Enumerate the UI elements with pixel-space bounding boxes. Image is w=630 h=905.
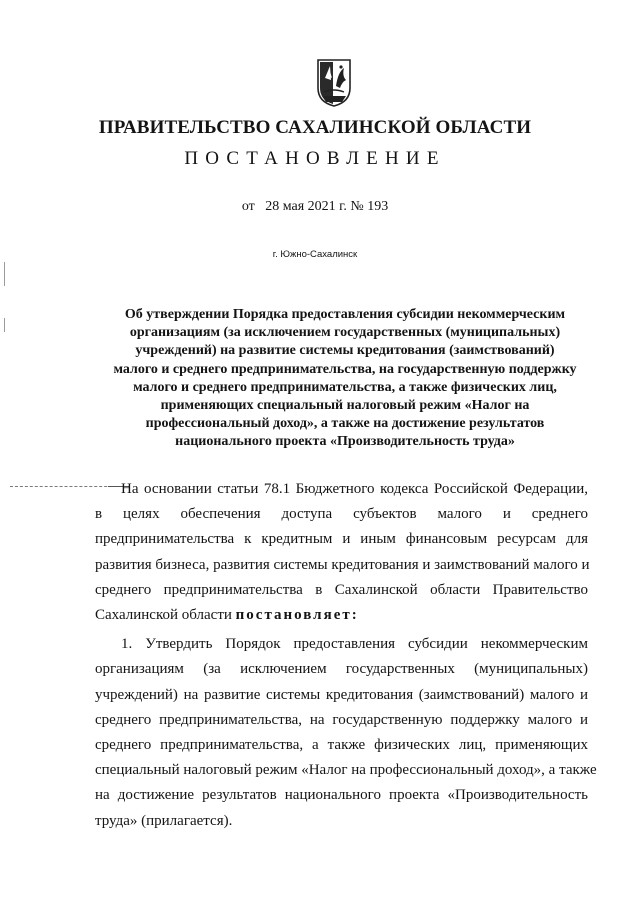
preamble-line: развития бизнеса, развития системы кредитования и заимствований малого и [95, 556, 590, 573]
preamble-line: среднего предпринимательства в Сахалинской области Правительство [95, 581, 588, 598]
preamble-line: Сахалинской области [95, 607, 232, 624]
subject-line: Об утверждении Порядка предоставления субсидии некоммерческим [124, 307, 566, 322]
scan-artifact [4, 262, 5, 286]
point1-line: 1. Утвердить Порядок предоставления субсидии некоммерческим [121, 636, 588, 653]
point1-line: учреждений) на развитие системы кредитования (заимствований) малого и [95, 686, 588, 703]
preamble-line: На основании статьи 78.1 Бюджетного кодекса Российской Федерации, [121, 481, 588, 497]
point1-line: труда» (прилагается). [95, 812, 233, 829]
preamble-last-line [95, 603, 588, 628]
date-prefix: от [241, 199, 255, 214]
decree-word: постановляет: [235, 607, 359, 624]
document-body [95, 477, 597, 834]
subject-line: малого и среднего предпринимательства, а также физических лиц, [133, 379, 557, 395]
date-line [0, 199, 630, 215]
subject-line: учреждений) на развитие системы кредитования (заимствований) [135, 343, 555, 359]
government-title: ПРАВИТЕЛЬСТВО САХАЛИНСКОЙ ОБЛАСТИ [98, 117, 532, 138]
subject-line: применяющих специальный налоговый режим «Налог на [160, 398, 530, 414]
preamble-line: предпринимательства к кредитным и иным финансовым ресурсам для [95, 531, 588, 548]
point1-line: среднего предпринимательства, на государственную поддержку малого и [95, 711, 588, 728]
subject-line: организациям (за исключением государственных (муниципальных) [129, 325, 561, 341]
document-type: ПОСТАНОВЛЕНИЕ [184, 148, 446, 169]
document-subject [95, 306, 595, 452]
subject-line: профессиональный доход», а также на достижение результатов [145, 416, 545, 432]
point1-line: среднего предпринимательства, а также физических лиц, применяющих [95, 737, 588, 754]
point1-line: организациям (за исключением государственных (муниципальных) [95, 661, 588, 678]
city-name: г. Южно-Сахалинск [272, 249, 358, 260]
point1-line: на достижение результатов национального проекта «Производительность [95, 787, 588, 804]
coat-of-arms-emblem [316, 58, 352, 108]
preamble-line: в целях обеспечения доступа субъектов малого и среднего [95, 506, 588, 523]
point1-line: специальный налоговый режим «Налог на профессиональный доход», а также [95, 762, 597, 779]
subject-line: национального проекта «Производительность труда» [175, 434, 515, 450]
subject-line: малого и среднего предпринимательства, на государственную поддержку [113, 361, 577, 377]
scan-artifact [4, 318, 5, 332]
document-date-number: 28 мая 2021 г. № 193 [265, 199, 389, 214]
